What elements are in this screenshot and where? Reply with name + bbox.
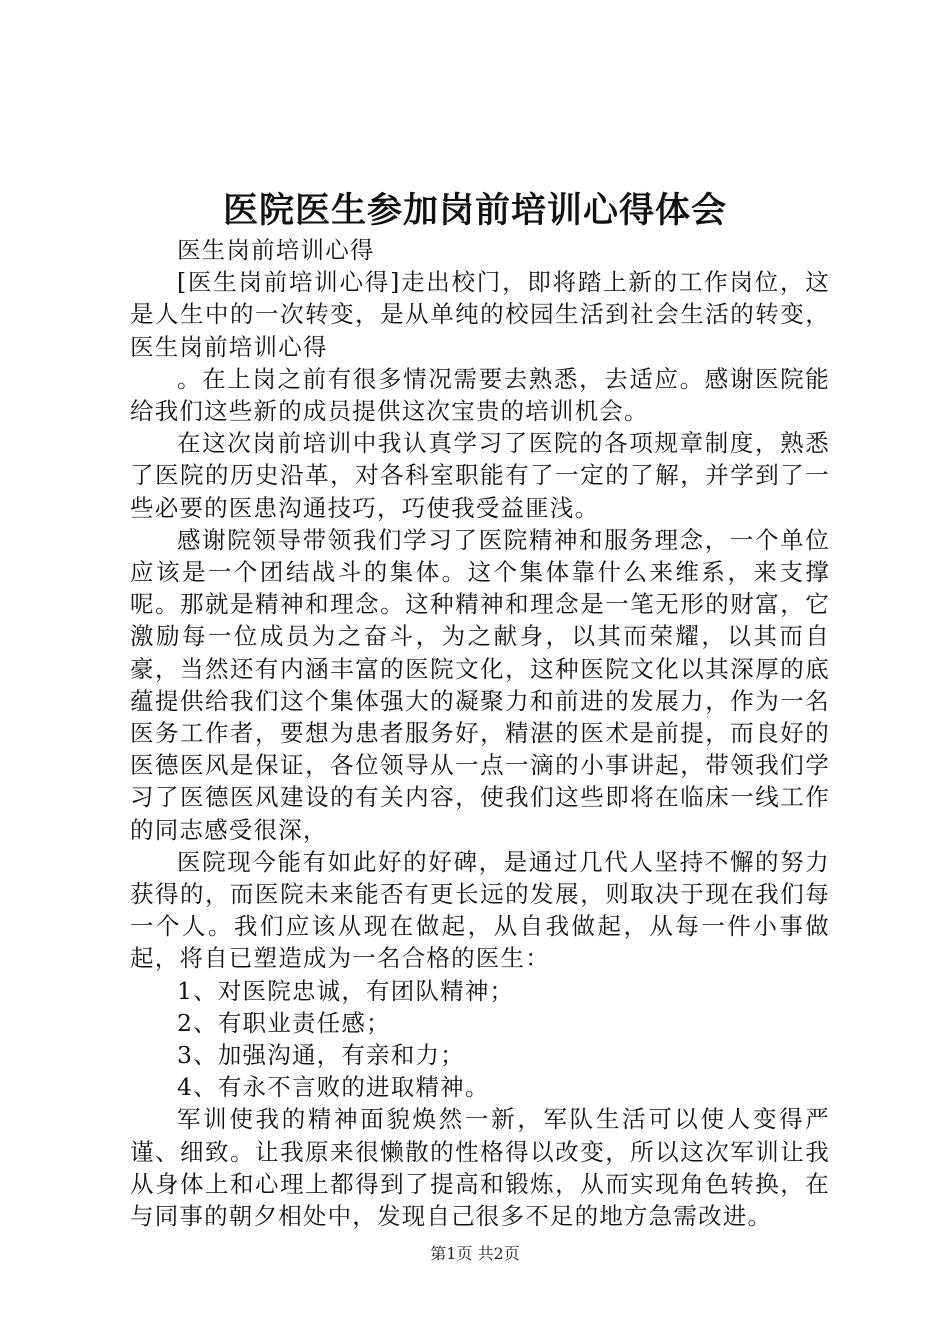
list-item: 2、有职业责任感；: [177, 1008, 391, 1037]
document-body: [130, 234, 830, 1232]
paragraph: 在这次岗前培训中我认真学习了医院的各项规章制度，熟悉了医院的历史沿革，对各科室职能有了一定的了解，并学到了一些必要的医患沟通技巧，巧使我受益匪浅。: [130, 429, 830, 522]
paragraph: 医院现今能有如此好的好碑，是通过几代人坚持不懈的努力获得的，而医院未来能否有更长远的发展，则取决于现在我们每一个人。我们应该从现在做起，从自我做起，从每一件小事做起，将自已塑造成为一名合格的医生：: [130, 847, 830, 973]
paragraph: 感谢院领导带领我们学习了医院精神和服务理念，一个单位应该是一个团结战斗的集体。这个集体靠什么来维系，来支撑呢。那就是精神和理念。这种精神和理念是一笔无形的财富，它激励每一位成员为之奋斗，为之献身，以其而荣耀，以其而自豪，当然还有内涵丰富的医院文化，这种医院文化以其深厚的底蕴提供给我们这个集体强大的凝聚力和前进的发展力，作为一名医务工作者，要想为患者服务好，精湛的医术是前提，而良好的医德医风是保证，各位领导从一点一滴的小事讲起，带领我们学习了医德医风建设的有关内容，使我们这些即将在临床一线工作的同志感受很深，: [130, 525, 830, 844]
list-item: 1、对医院忠诚，有团队精神；: [177, 976, 515, 1005]
paragraph: 军训使我的精神面貌焕然一新，军队生活可以使人变得严谨、细致。让我原来很懒散的性格得以改变，所以这次军训让我从身体上和心理上都得到了提高和锻炼，从而实现角色转换，在与同事的朝夕相处中，发现自己很多不足的地方急需改进。: [130, 1105, 830, 1231]
list-item: 4、有永不言败的进取精神。: [177, 1073, 490, 1102]
page-footer: 第1页 共2页: [430, 1244, 520, 1263]
paragraph: 医生岗前培训心得: [177, 236, 375, 264]
document-title: 医院医生参加岗前培训心得体会: [222, 190, 727, 231]
list-item: 3、加强沟通，有亲和力；: [177, 1041, 465, 1070]
paragraph: 。在上岗之前有很多情况需要去熟悉，去适应。感谢医院能给我们这些新的成员提供这次宝贵的培训机会。: [130, 364, 830, 426]
paragraph: [医生岗前培训心得]走出校门，即将踏上新的工作岗位，这是人生中的一次转变，是从单纯的校园生活到社会生活的转变，医生岗前培训心得: [130, 268, 830, 361]
